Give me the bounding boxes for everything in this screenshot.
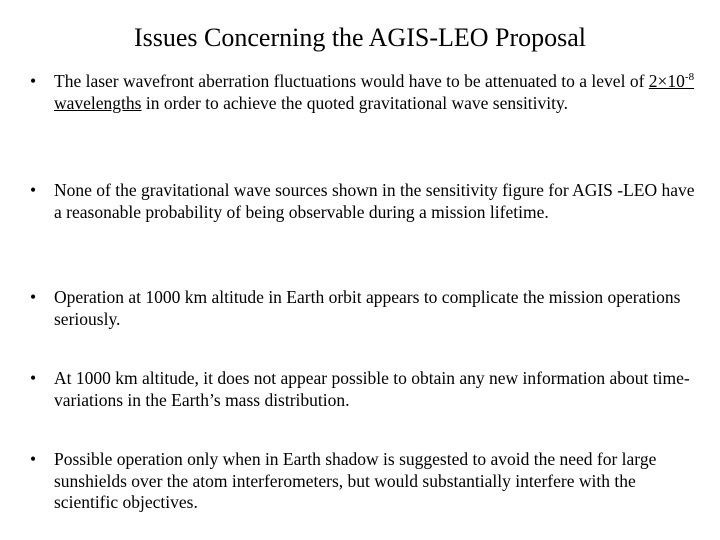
bullet-text-1: [54, 71, 700, 114]
bullet-marker: •: [30, 287, 37, 307]
bullet-marker: •: [30, 71, 37, 91]
bullet-text-2: None of the gravitational wave sources shown in the sensitivity figure for AGIS -LEO have a reasonable probability of being observable during a mission lifetime.: [54, 180, 695, 222]
bullet-text-3: Operation at 1000 km altitude in Earth orbit appears to complicate the mission operations seriously.: [54, 287, 681, 329]
bullet-marker: •: [30, 368, 37, 388]
bullet-1-text-post: in order to achieve the quoted gravitational wave sensitivity.: [141, 92, 568, 113]
bullet-text-5: Possible operation only when in Earth shadow is suggested to avoid the need for large sunshields over the atom interferometers, but would substantially interfere with the scientific objectives.: [54, 449, 657, 512]
aberration-requirement-base: 2×10: [648, 71, 685, 91]
bullet-item-4: [30, 368, 700, 411]
bullet-marker: •: [30, 180, 37, 200]
bullet-text-4: At 1000 km altitude, it does not appear possible to obtain any new information about time-variations in the Earth’s mass distribution.: [54, 368, 690, 410]
bullet-marker: •: [30, 449, 37, 469]
aberration-requirement-exponent: -8: [684, 71, 695, 84]
bullet-item-1: [30, 71, 700, 114]
slide-title: Issues Concerning the AGIS-LEO Proposal: [133, 23, 587, 52]
bullet-item-2: [30, 180, 700, 223]
aberration-requirement-unit: wavelengths: [54, 92, 142, 113]
bullet-item-3: [30, 287, 700, 330]
bullet-1-text-pre: The laser wavefront aberration fluctuations would have to be attenuated to a level of: [54, 71, 649, 91]
bullet-item-5: [30, 449, 700, 514]
